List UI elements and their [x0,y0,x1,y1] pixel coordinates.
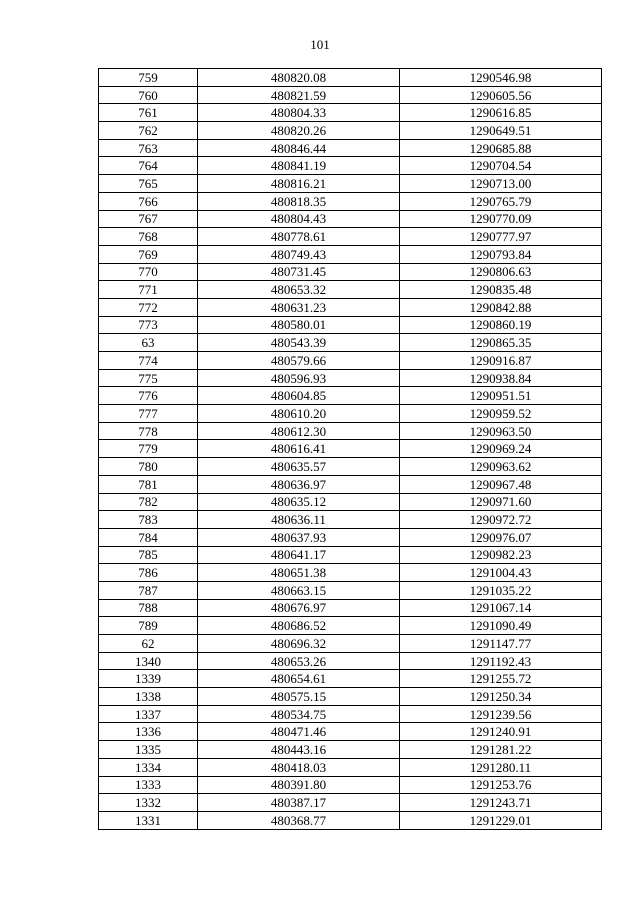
x-coordinate-cell: 480635.12 [198,493,400,511]
y-coordinate-cell: 1291255.72 [400,670,602,688]
x-coordinate-cell: 480696.32 [198,635,400,653]
x-coordinate-cell: 480391.80 [198,776,400,794]
x-coordinate-cell: 480821.59 [198,86,400,104]
y-coordinate-cell: 1291192.43 [400,652,602,670]
x-coordinate-cell: 480731.45 [198,263,400,281]
x-coordinate-cell: 480543.39 [198,334,400,352]
y-coordinate-cell: 1291240.91 [400,723,602,741]
point-number-cell: 764 [99,157,198,175]
y-coordinate-cell: 1290963.50 [400,422,602,440]
x-coordinate-cell: 480596.93 [198,369,400,387]
point-number-cell: 774 [99,352,198,370]
point-number-cell: 777 [99,405,198,423]
point-number-cell: 1332 [99,794,198,812]
table-row [99,369,602,387]
table-row [99,493,602,511]
y-coordinate-cell: 1291004.43 [400,564,602,582]
table-row [99,617,602,635]
y-coordinate-cell: 1291281.22 [400,741,602,759]
table-row [99,387,602,405]
x-coordinate-cell: 480820.26 [198,122,400,140]
y-coordinate-cell: 1291253.76 [400,776,602,794]
x-coordinate-cell: 480631.23 [198,298,400,316]
point-number-cell: 1335 [99,741,198,759]
point-number-cell: 63 [99,334,198,352]
x-coordinate-cell: 480846.44 [198,139,400,157]
point-number-cell: 780 [99,458,198,476]
x-coordinate-cell: 480534.75 [198,705,400,723]
x-coordinate-cell: 480641.17 [198,546,400,564]
x-coordinate-cell: 480636.97 [198,475,400,493]
point-number-cell: 1334 [99,758,198,776]
table-row [99,458,602,476]
table-row [99,741,602,759]
y-coordinate-cell: 1291250.34 [400,688,602,706]
table-row [99,635,602,653]
x-coordinate-cell: 480686.52 [198,617,400,635]
y-coordinate-cell: 1290685.88 [400,139,602,157]
point-number-cell: 788 [99,599,198,617]
x-coordinate-cell: 480636.11 [198,511,400,529]
point-number-cell: 760 [99,86,198,104]
point-number-cell: 1331 [99,811,198,829]
point-number-cell: 766 [99,192,198,210]
x-coordinate-cell: 480604.85 [198,387,400,405]
y-coordinate-cell: 1290546.98 [400,69,602,87]
y-coordinate-cell: 1290835.48 [400,281,602,299]
table-row [99,511,602,529]
y-coordinate-cell: 1290963.62 [400,458,602,476]
table-row [99,352,602,370]
y-coordinate-cell: 1290865.35 [400,334,602,352]
x-coordinate-cell: 480368.77 [198,811,400,829]
table-row [99,334,602,352]
y-coordinate-cell: 1290938.84 [400,369,602,387]
table-row [99,228,602,246]
point-number-cell: 770 [99,263,198,281]
y-coordinate-cell: 1290951.51 [400,387,602,405]
point-number-cell: 1337 [99,705,198,723]
point-number-cell: 1333 [99,776,198,794]
y-coordinate-cell: 1290971.60 [400,493,602,511]
table-row [99,104,602,122]
point-number-cell: 1336 [99,723,198,741]
y-coordinate-cell: 1290976.07 [400,528,602,546]
x-coordinate-cell: 480804.33 [198,104,400,122]
x-coordinate-cell: 480676.97 [198,599,400,617]
x-coordinate-cell: 480610.20 [198,405,400,423]
table-row [99,794,602,812]
x-coordinate-cell: 480804.43 [198,210,400,228]
point-number-cell: 784 [99,528,198,546]
y-coordinate-cell: 1290616.85 [400,104,602,122]
x-coordinate-cell: 480820.08 [198,69,400,87]
table-row [99,581,602,599]
table-row [99,546,602,564]
point-number-cell: 783 [99,511,198,529]
y-coordinate-cell: 1290777.97 [400,228,602,246]
x-coordinate-cell: 480651.38 [198,564,400,582]
x-coordinate-cell: 480653.32 [198,281,400,299]
table-row [99,422,602,440]
x-coordinate-cell: 480818.35 [198,192,400,210]
x-coordinate-cell: 480635.57 [198,458,400,476]
table-row [99,263,602,281]
x-coordinate-cell: 480471.46 [198,723,400,741]
table-row [99,705,602,723]
point-number-cell: 775 [99,369,198,387]
table-row [99,298,602,316]
point-number-cell: 769 [99,245,198,263]
table-row [99,528,602,546]
x-coordinate-cell: 480816.21 [198,175,400,193]
point-number-cell: 1339 [99,670,198,688]
point-number-cell: 789 [99,617,198,635]
point-number-cell: 765 [99,175,198,193]
y-coordinate-cell: 1290842.88 [400,298,602,316]
table-row [99,652,602,670]
table-row [99,210,602,228]
table-row [99,405,602,423]
x-coordinate-cell: 480418.03 [198,758,400,776]
point-number-cell: 779 [99,440,198,458]
y-coordinate-cell: 1291147.77 [400,635,602,653]
y-coordinate-cell: 1290860.19 [400,316,602,334]
y-coordinate-cell: 1290972.72 [400,511,602,529]
point-number-cell: 1340 [99,652,198,670]
x-coordinate-cell: 480653.26 [198,652,400,670]
table-row [99,175,602,193]
table-row [99,192,602,210]
point-number-cell: 778 [99,422,198,440]
x-coordinate-cell: 480616.41 [198,440,400,458]
y-coordinate-cell: 1291067.14 [400,599,602,617]
y-coordinate-cell: 1290704.54 [400,157,602,175]
table-row [99,758,602,776]
point-number-cell: 787 [99,581,198,599]
x-coordinate-cell: 480575.15 [198,688,400,706]
point-number-cell: 1338 [99,688,198,706]
y-coordinate-cell: 1291090.49 [400,617,602,635]
x-coordinate-cell: 480580.01 [198,316,400,334]
y-coordinate-cell: 1290982.23 [400,546,602,564]
x-coordinate-cell: 480654.61 [198,670,400,688]
y-coordinate-cell: 1290765.79 [400,192,602,210]
x-coordinate-cell: 480579.66 [198,352,400,370]
table-row [99,139,602,157]
table-row [99,122,602,140]
point-number-cell: 763 [99,139,198,157]
y-coordinate-cell: 1291243.71 [400,794,602,812]
x-coordinate-cell: 480749.43 [198,245,400,263]
coordinates-table-body [99,69,602,830]
y-coordinate-cell: 1290916.87 [400,352,602,370]
x-coordinate-cell: 480443.16 [198,741,400,759]
table-row [99,475,602,493]
point-number-cell: 768 [99,228,198,246]
point-number-cell: 772 [99,298,198,316]
coordinates-table [98,68,602,830]
x-coordinate-cell: 480841.19 [198,157,400,175]
y-coordinate-cell: 1290959.52 [400,405,602,423]
table-row [99,86,602,104]
table-row [99,440,602,458]
table-row [99,281,602,299]
table-row [99,811,602,829]
y-coordinate-cell: 1290969.24 [400,440,602,458]
table-row [99,599,602,617]
y-coordinate-cell: 1291239.56 [400,705,602,723]
y-coordinate-cell: 1291280.11 [400,758,602,776]
point-number-cell: 781 [99,475,198,493]
x-coordinate-cell: 480778.61 [198,228,400,246]
y-coordinate-cell: 1290806.63 [400,263,602,281]
table-row [99,245,602,263]
page-number: 101 [310,37,330,52]
point-number-cell: 773 [99,316,198,334]
y-coordinate-cell: 1290605.56 [400,86,602,104]
table-row [99,316,602,334]
y-coordinate-cell: 1290649.51 [400,122,602,140]
point-number-cell: 786 [99,564,198,582]
x-coordinate-cell: 480663.15 [198,581,400,599]
point-number-cell: 776 [99,387,198,405]
x-coordinate-cell: 480612.30 [198,422,400,440]
y-coordinate-cell: 1290967.48 [400,475,602,493]
x-coordinate-cell: 480387.17 [198,794,400,812]
y-coordinate-cell: 1290713.00 [400,175,602,193]
table-row [99,688,602,706]
point-number-cell: 761 [99,104,198,122]
point-number-cell: 62 [99,635,198,653]
point-number-cell: 785 [99,546,198,564]
table-row [99,564,602,582]
table-row [99,723,602,741]
table-row [99,69,602,87]
y-coordinate-cell: 1291229.01 [400,811,602,829]
table-row [99,670,602,688]
point-number-cell: 771 [99,281,198,299]
point-number-cell: 762 [99,122,198,140]
x-coordinate-cell: 480637.93 [198,528,400,546]
y-coordinate-cell: 1290793.84 [400,245,602,263]
y-coordinate-cell: 1291035.22 [400,581,602,599]
point-number-cell: 767 [99,210,198,228]
table-row [99,157,602,175]
table-row [99,776,602,794]
point-number-cell: 782 [99,493,198,511]
y-coordinate-cell: 1290770.09 [400,210,602,228]
point-number-cell: 759 [99,69,198,87]
